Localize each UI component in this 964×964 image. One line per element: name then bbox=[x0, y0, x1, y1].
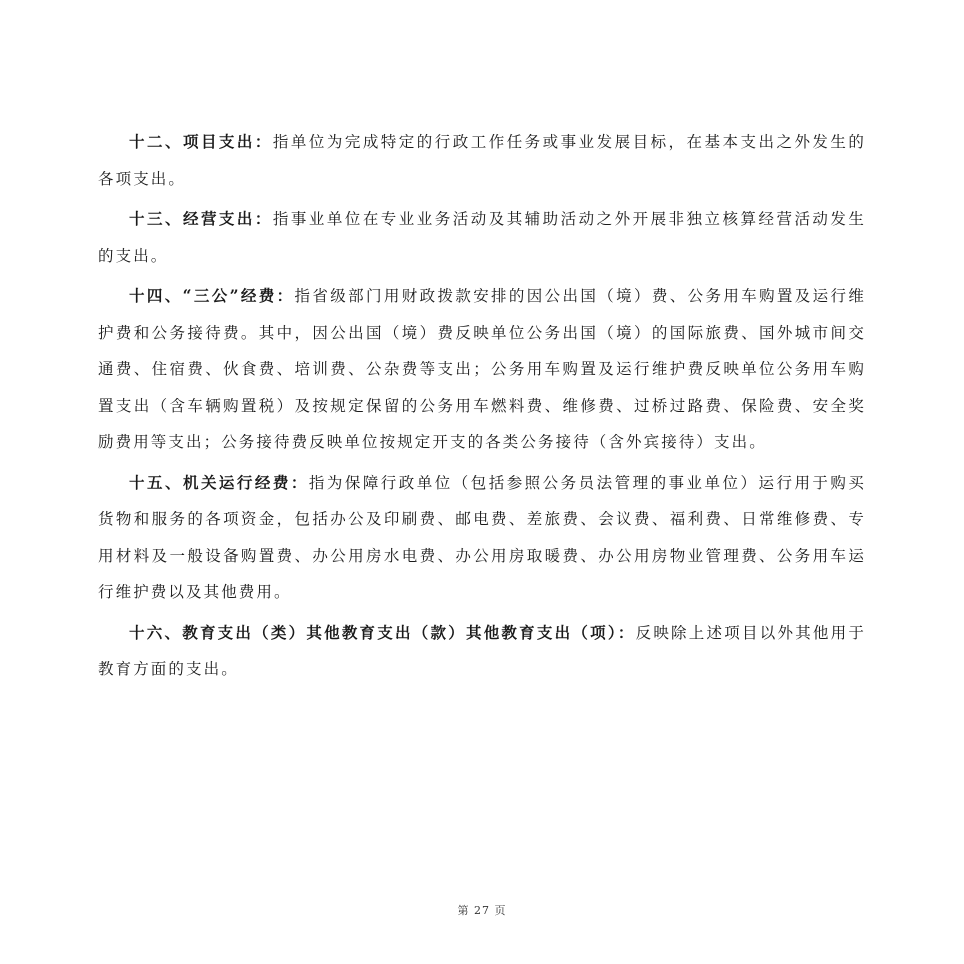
section-definition: 指省级部门用财政拨款安排的因公出国（境）费、公务用车购置及运行维护费和公务接待费。其中，因公出国（境）费反映单位公务出国（境）的国际旅费、国外城市间交通费、住宿费、伙食费、培训费、公杂费等支出；公务用车购置及运行维护费反映单位公务用车购置支出（含车辆购置税）及按规定保留的公务用车燃料费、维修费、过桥过路费、保险费、安全奖励费用等支出；公务接待费反映单位按规定开支的各类公务接待（含外宾接待）支出。 bbox=[98, 287, 866, 451]
section-term: 十五、机关运行经费： bbox=[129, 472, 309, 492]
document-body bbox=[98, 124, 866, 692]
section-definition: 指为保障行政单位（包括参照公务员法管理的事业单位）运行用于购买货物和服务的各项资金，包括办公及印刷费、邮电费、差旅费、会议费、福利费、日常维修费、专用材料及一般设备购置费、办公用房水电费、办公用房取暖费、办公用房物业管理费、公务用车运行维护费以及其他费用。 bbox=[98, 473, 866, 601]
section-other-education-expenditure bbox=[98, 615, 866, 688]
section-definition: 反映除上述项目以外其他用于教育方面的支出。 bbox=[98, 623, 866, 678]
section-agency-operating-funds bbox=[98, 465, 866, 611]
page-number: 第 27 页 bbox=[457, 904, 507, 917]
section-project-expenditure bbox=[98, 124, 866, 197]
section-definition: 指单位为完成特定的行政工作任务或事业发展目标，在基本支出之外发生的各项支出。 bbox=[98, 133, 866, 188]
section-term: 十六、教育支出（类）其他教育支出（款）其他教育支出（项）： bbox=[129, 622, 636, 642]
section-three-public-funds bbox=[98, 278, 866, 461]
section-business-expenditure bbox=[98, 201, 866, 274]
section-definition: 指事业单位在专业业务活动及其辅助活动之外开展非独立核算经营活动发生的支出。 bbox=[98, 210, 866, 265]
section-term: 十二、项目支出： bbox=[129, 132, 273, 151]
section-term: 十三、经营支出： bbox=[129, 209, 273, 228]
section-term: 十四、“三公”经费： bbox=[129, 286, 295, 305]
